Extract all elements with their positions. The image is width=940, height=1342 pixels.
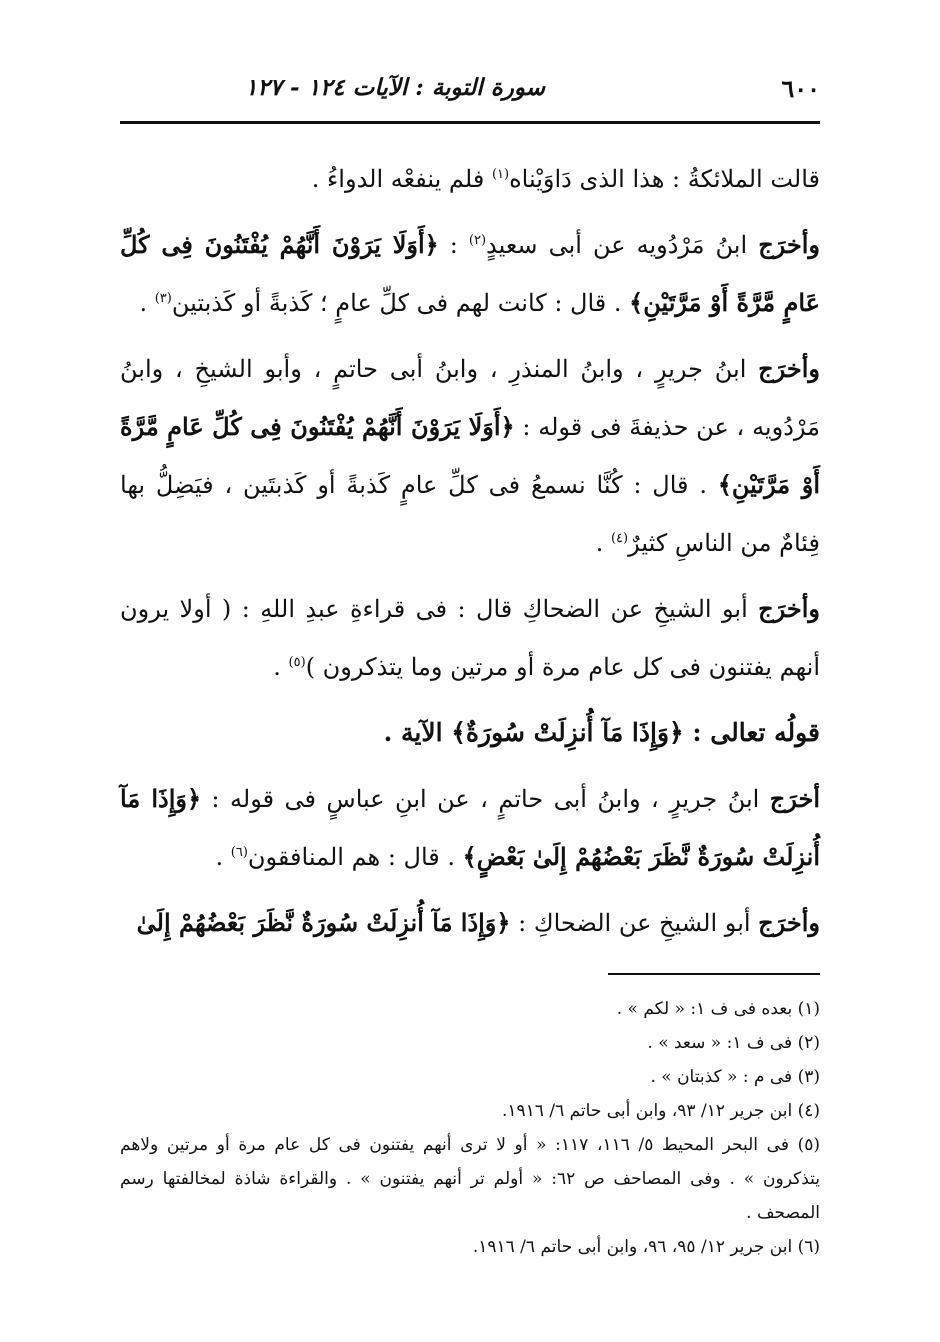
paragraph-lead: وأخرَج: [758, 230, 821, 259]
footnote-reference: (٦): [230, 845, 248, 860]
quran-quote: ﴿وَإِذَا مَآ أُنزِلَتْ سُورَةٌ﴾: [451, 718, 684, 747]
paragraph-lead: أخرَج: [769, 784, 821, 813]
footnote-reference: (٣): [154, 291, 172, 306]
text-run: ابنُ جريرٍ ، وابنُ المنذرِ ، وابنُ أبى حاتمٍ ، وأبو الشيخِ ، وابنُ مَرْدُويه ، عن حذيفةَ فى قوله :: [120, 355, 820, 441]
header-rule: [120, 121, 820, 124]
text-paragraph: [120, 150, 820, 208]
footnote: (٤) ابن جرير ١٢/ ٩٣، وابن أبى حاتم ٦/ ١٩١٦.: [502, 1101, 820, 1121]
footnote: (٥) فى البحر المحيط ٥/ ١١٦، ١١٧: « أو لا ترى أنهم يفتنون فى كل عام مرة أو مرتين ولاهم يتذكرون » . وفى المصاحف ص ٦٢: « أولم تر أنهم يفتنون » . والقراءة شاذة لمخالفتها رسم المصحف .: [120, 1135, 821, 1223]
footnote-reference: (٥): [288, 655, 306, 670]
quran-quote: ﴿أَوَلَا يَرَوْنَ أَنَّهُمْ يُفْتَنُونَ فِى كُلِّ عَامٍ مَّرَّةً أَوْ مَرَّتَيْنِ﴾: [120, 412, 820, 499]
main-text: [120, 150, 820, 960]
quran-quote: ﴿أَوَلَا يَرَوْنَ أَنَّهُمْ يُفْتَنُونَ فِى كُلِّ عَامٍ مَّرَّةً أَوْ مَرَّتَيْنِ﴾: [120, 230, 820, 317]
page-header: [120, 74, 820, 114]
text-run: .: [139, 289, 155, 317]
text-run: أبو الشيخِ عن الضحاكِ قال : فى قراءةِ عبدِ اللهِ : ( أولا يرون أنهم يفتنون فى كل عام مرة أو مرتين وما يتذكرون ): [120, 595, 820, 681]
paragraph-lead: وأخرَج: [758, 594, 820, 623]
footnote: (٢) فى ف ١: « سعد » .: [647, 1033, 820, 1053]
text-paragraph: [120, 580, 820, 696]
paragraph-lead: وأخرَج: [758, 908, 820, 937]
footnote-reference: (٢): [468, 233, 487, 248]
running-title: سورة التوبة : الآيات ١٢٤ - ١٢٧: [244, 74, 546, 101]
text-run: ابنُ جريرٍ ، وابنُ أبى حاتمٍ ، عن ابنِ عباسٍ فى قوله :: [201, 785, 770, 813]
text-run: قالت الملائكةُ : هذا الذى دَاوَيْناه: [509, 165, 820, 193]
text-run: الآية .: [383, 718, 452, 747]
footnote-separator: [608, 973, 820, 975]
footnote: (٣) فى م : « كذبتان » .: [650, 1067, 820, 1087]
text-paragraph: [120, 770, 820, 886]
footnote-reference: (١): [491, 167, 510, 182]
text-run: .: [273, 653, 289, 681]
text-paragraph: [120, 340, 820, 572]
text-run: .: [215, 843, 231, 871]
page-number: ٦٠٠: [781, 74, 820, 103]
text-paragraph: [120, 894, 820, 952]
text-paragraph: [120, 216, 820, 332]
paragraph-lead: وأخرَج: [758, 354, 820, 383]
text-run: . قال : هم المنافقون: [247, 843, 463, 871]
footnote: (١) بعده فى ف ١: « لكم » .: [616, 999, 820, 1019]
paragraph-lead: قولُه تعالى :: [683, 718, 820, 747]
text-run: . قال : كانت لهم فى كلِّ عامٍ ؛ كَذبةً أو كَذبتين: [171, 289, 630, 317]
text-run: :: [438, 231, 469, 259]
text-run: . قال : كُنَّا نسمعُ فى كلِّ عامٍ كَذبةً أو كَذبتَين ، فيَضِلُّ بها فِئامٌ من الناسِ كثيرٌ: [120, 471, 820, 557]
text-run: أبو الشيخِ عن الضحاكِ :: [510, 909, 759, 937]
verse-heading: [120, 704, 820, 762]
footnote-reference: (٤): [610, 531, 629, 546]
text-run: .: [595, 529, 611, 557]
text-run: فلم ينفعْه الدواءُ .: [311, 165, 492, 193]
quran-quote: ﴿وَإِذَا مَآ أُنزِلَتْ سُورَةٌ نَّظَرَ بَعْضُهُمْ إِلَىٰ بَعْضٍ﴾: [120, 784, 820, 871]
footnotes: [120, 992, 820, 1264]
footnote: (٦) ابن جرير ١٢/ ٩٥، ٩٦، وابن أبى حاتم ٦/ ١٩١٦.: [472, 1237, 820, 1257]
text-run: ابنُ مَرْدُويه عن أبى سعيدٍ: [486, 231, 759, 259]
quran-quote: ﴿وَإِذَا مَآ أُنزِلَتْ سُورَةٌ نَّظَرَ بَعْضُهُمْ إِلَىٰ: [136, 908, 511, 937]
